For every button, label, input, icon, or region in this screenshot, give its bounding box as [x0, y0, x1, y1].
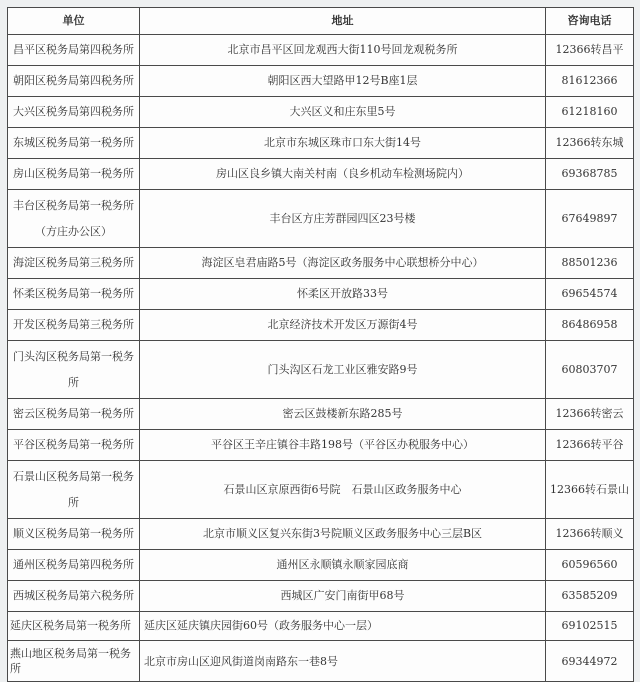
table-row — [8, 399, 634, 430]
table-row — [8, 66, 634, 97]
address-cell: 石景山区京原西街6号院 石景山区政务服务中心 — [140, 461, 546, 519]
phone-cell: 60596560 — [546, 550, 634, 581]
phone-cell: 69654574 — [546, 279, 634, 310]
unit-cell: 延庆区税务局第一税务所 — [8, 612, 140, 641]
unit-cell: 开发区税务局第三税务所 — [8, 310, 140, 341]
phone-cell: 12366转顺义 — [546, 519, 634, 550]
address-cell: 北京市昌平区回龙观西大街110号回龙观税务所 — [140, 35, 546, 66]
table-row — [8, 612, 634, 641]
phone-cell: 12366转平谷 — [546, 430, 634, 461]
unit-cell: 门头沟区税务局第一税务所 — [8, 341, 140, 399]
table-row — [8, 279, 634, 310]
address-cell: 北京市房山区迎风街道岗南路东一巷8号 — [140, 641, 546, 682]
unit-cell: 怀柔区税务局第一税务所 — [8, 279, 140, 310]
address-cell: 北京经济技术开发区万源街4号 — [140, 310, 546, 341]
unit-cell: 丰台区税务局第一税务所（方庄办公区） — [8, 190, 140, 248]
tax-office-table — [7, 7, 634, 682]
phone-cell: 61218160 — [546, 97, 634, 128]
phone-cell: 63585209 — [546, 581, 634, 612]
unit-cell: 顺义区税务局第一税务所 — [8, 519, 140, 550]
table-row — [8, 341, 634, 399]
address-cell: 密云区鼓楼新东路285号 — [140, 399, 546, 430]
phone-cell: 88501236 — [546, 248, 634, 279]
address-cell: 丰台区方庄芳群园四区23号楼 — [140, 190, 546, 248]
table-row — [8, 128, 634, 159]
address-cell: 北京市东城区珠市口东大街14号 — [140, 128, 546, 159]
unit-cell: 东城区税务局第一税务所 — [8, 128, 140, 159]
table-row — [8, 519, 634, 550]
address-cell: 朝阳区西大望路甲12号B座1层 — [140, 66, 546, 97]
unit-cell: 房山区税务局第一税务所 — [8, 159, 140, 190]
unit-cell: 大兴区税务局第四税务所 — [8, 97, 140, 128]
unit-cell: 昌平区税务局第四税务所 — [8, 35, 140, 66]
address-cell: 平谷区王辛庄镇谷丰路198号（平谷区办税服务中心） — [140, 430, 546, 461]
table-row — [8, 310, 634, 341]
table-header-row — [8, 8, 634, 35]
unit-cell: 密云区税务局第一税务所 — [8, 399, 140, 430]
address-cell: 西城区广安门南街甲68号 — [140, 581, 546, 612]
table-row — [8, 35, 634, 66]
header-unit: 单位 — [8, 8, 140, 35]
phone-cell: 12366转东城 — [546, 128, 634, 159]
phone-cell: 69368785 — [546, 159, 634, 190]
address-cell: 延庆区延庆镇庆园街60号（政务服务中心一层） — [140, 612, 546, 641]
table-row — [8, 159, 634, 190]
table-row — [8, 641, 634, 682]
unit-cell: 燕山地区税务局第一税务所 — [8, 641, 140, 682]
header-phone: 咨询电话 — [546, 8, 634, 35]
unit-cell: 石景山区税务局第一税务所 — [8, 461, 140, 519]
address-cell: 海淀区皂君庙路5号（海淀区政务服务中心联想桥分中心） — [140, 248, 546, 279]
table-row — [8, 461, 634, 519]
table-row — [8, 97, 634, 128]
header-address: 地址 — [140, 8, 546, 35]
phone-cell: 12366转昌平 — [546, 35, 634, 66]
address-cell: 怀柔区开放路33号 — [140, 279, 546, 310]
unit-cell: 通州区税务局第四税务所 — [8, 550, 140, 581]
unit-cell: 海淀区税务局第三税务所 — [8, 248, 140, 279]
table-row — [8, 190, 634, 248]
table-row — [8, 248, 634, 279]
unit-cell: 朝阳区税务局第四税务所 — [8, 66, 140, 97]
unit-cell: 平谷区税务局第一税务所 — [8, 430, 140, 461]
phone-cell: 12366转密云 — [546, 399, 634, 430]
address-cell: 门头沟区石龙工业区雅安路9号 — [140, 341, 546, 399]
table-row — [8, 430, 634, 461]
phone-cell: 12366转石景山 — [546, 461, 634, 519]
phone-cell: 86486958 — [546, 310, 634, 341]
address-cell: 房山区良乡镇大南关村南（良乡机动车检测场院内） — [140, 159, 546, 190]
phone-cell: 81612366 — [546, 66, 634, 97]
unit-cell: 西城区税务局第六税务所 — [8, 581, 140, 612]
phone-cell: 69102515 — [546, 612, 634, 641]
address-cell: 北京市顺义区复兴东街3号院顺义区政务服务中心三层B区 — [140, 519, 546, 550]
phone-cell: 67649897 — [546, 190, 634, 248]
phone-cell: 60803707 — [546, 341, 634, 399]
table-row — [8, 581, 634, 612]
phone-cell: 69344972 — [546, 641, 634, 682]
address-cell: 通州区永顺镇永顺家园底商 — [140, 550, 546, 581]
address-cell: 大兴区义和庄东里5号 — [140, 97, 546, 128]
table-row — [8, 550, 634, 581]
